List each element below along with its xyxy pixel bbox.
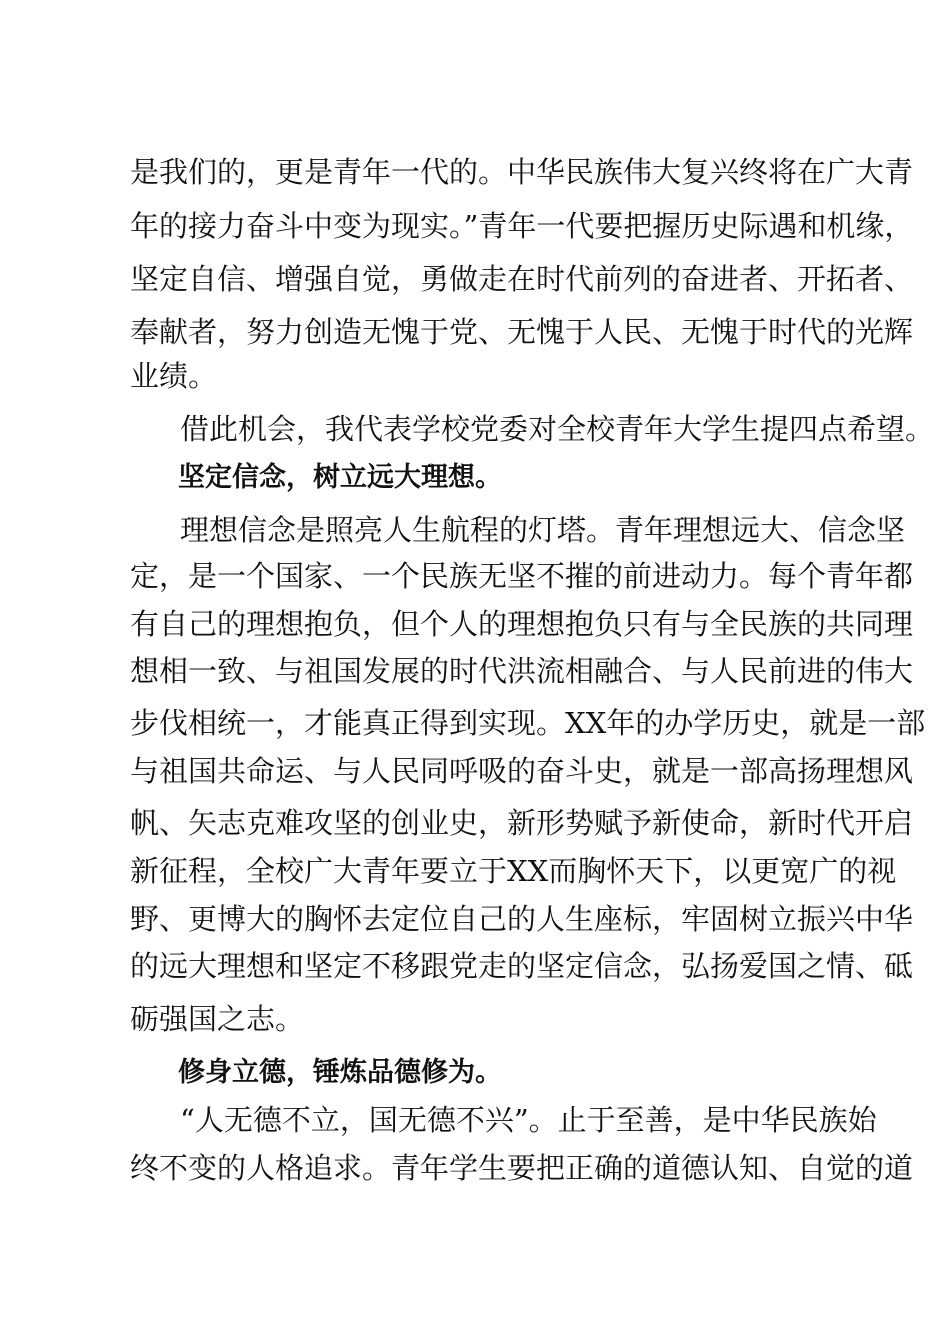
paragraph-line: 与祖国共命运、与人民同呼吸的奋斗史，就是一部高扬理想风	[130, 754, 914, 788]
paragraph-line: 奉献者，努力创造无愧于党、无愧于人民、无愧于时代的光辉	[130, 315, 914, 349]
paragraph-line: 砺强国之志。	[130, 1002, 305, 1036]
paragraph-line: 终不变的人格追求。青年学生要把正确的道德认知、自觉的道	[130, 1151, 914, 1185]
paragraph-line: 定，是一个国家、一个民族无坚不摧的前进动力。每个青年都	[130, 559, 914, 593]
paragraph-line: 帆、矢志克难攻坚的创业史，新形势赋予新使命，新时代开启	[130, 806, 914, 840]
paragraph-line: 野、更博大的胸怀去定位自己的人生座标，牢固树立振兴中华	[130, 902, 914, 936]
paragraph-line: 借此机会，我代表学校党委对全校青年大学生提四点希望。	[180, 412, 935, 446]
paragraph-line: 步伐相统一，才能真正得到实现。XX年的办学历史，就是一部	[130, 706, 926, 740]
paragraph-line: 业绩。	[130, 359, 218, 393]
paragraph-line: 想相一致、与祖国发展的时代洪流相融合、与人民前进的伟大	[130, 654, 914, 688]
paragraph-line: “人无德不立，国无德不兴”。止于至善，是中华民族始	[180, 1103, 877, 1137]
paragraph-line: 的远大理想和坚定不移跟党走的坚定信念，弘扬爱国之情、砥	[130, 949, 914, 983]
paragraph-line: 新征程，全校广大青年要立于XX而胸怀天下，以更宽广的视	[130, 854, 897, 888]
section-heading: 修身立德，锤炼品德修为。	[178, 1057, 502, 1088]
paragraph-line: 理想信念是照亮人生航程的灯塔。青年理想远大、信念坚	[180, 513, 906, 547]
paragraph-line: 坚定自信、增强自觉，勇做走在时代前列的奋进者、开拓者、	[130, 262, 914, 296]
paragraph-line: 年的接力奋斗中变为现实。”青年一代要把握历史际遇和机缘，	[130, 209, 914, 243]
paragraph-line: 有自己的理想抱负，但个人的理想抱负只有与全民族的共同理	[130, 607, 914, 641]
paragraph-line: 是我们的，更是青年一代的。中华民族伟大复兴终将在广大青	[130, 155, 914, 189]
section-heading: 坚定信念，树立远大理想。	[178, 462, 502, 493]
